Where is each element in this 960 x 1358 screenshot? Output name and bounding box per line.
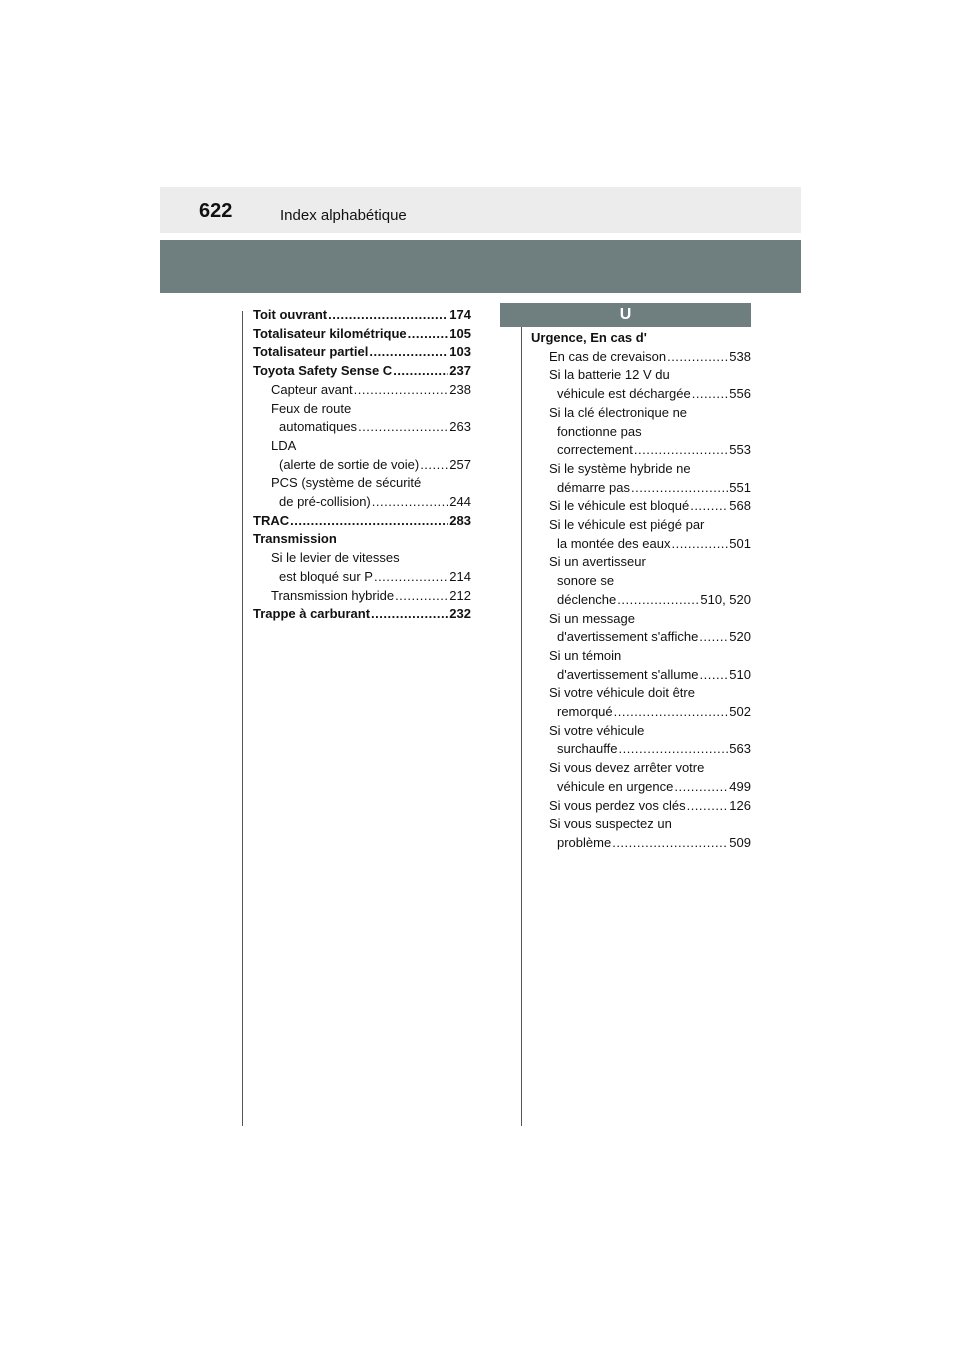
- index-entry: [531, 348, 751, 367]
- dot-leader: [612, 834, 728, 853]
- index-entry-text: Transmission hybride: [271, 587, 395, 603]
- index-entry-page: 538: [729, 348, 751, 364]
- index-entry-page: 509: [729, 834, 751, 850]
- index-entry: [531, 591, 751, 610]
- index-entry: [531, 441, 751, 460]
- index-entry: [531, 722, 751, 741]
- index-entry-page: 499: [729, 778, 751, 794]
- dot-leader: [667, 348, 728, 367]
- index-entry-text: Si un message: [549, 610, 635, 626]
- index-entry-text: Urgence, En cas d': [531, 330, 647, 345]
- index-entry-page: 283: [449, 512, 471, 528]
- dot-leader: [408, 325, 449, 344]
- index-entry-text: TRAC: [253, 512, 290, 528]
- index-entry-page: 501: [729, 535, 751, 551]
- dot-leader: [671, 535, 728, 554]
- index-entry-text: automatiques: [279, 419, 358, 435]
- index-entry-text: d'avertissement s'allume: [557, 666, 699, 682]
- index-entry: [531, 516, 751, 535]
- section-letter-header: U: [500, 303, 751, 327]
- index-entry-page: 563: [729, 741, 751, 757]
- index-entry-text: fonctionne pas: [557, 423, 642, 439]
- index-entry: [253, 381, 471, 400]
- index-entry-text: Si le système hybride ne: [549, 460, 691, 476]
- index-entry-text: véhicule en urgence: [557, 778, 674, 794]
- index-entry: [253, 549, 471, 568]
- dot-leader: [372, 493, 449, 512]
- index-entry: [531, 666, 751, 685]
- index-column-right: [531, 329, 751, 853]
- index-entry-text: Si un témoin: [549, 647, 622, 663]
- page-title: Index alphabétique: [280, 207, 407, 224]
- index-entry: [253, 400, 471, 419]
- dot-leader: [674, 778, 728, 797]
- page-number: 622: [199, 200, 233, 222]
- index-entry: [531, 423, 751, 442]
- index-entry: [253, 512, 471, 531]
- index-entry-text: Si votre véhicule doit être: [549, 685, 695, 701]
- index-entry: [531, 497, 751, 516]
- index-entry: [531, 815, 751, 834]
- dot-leader: [393, 362, 448, 381]
- index-entry: [253, 474, 471, 493]
- index-entry: [253, 306, 471, 325]
- index-entry-page: 232: [449, 606, 471, 622]
- index-entry-text: surchauffe: [557, 741, 618, 757]
- index-entry: [253, 343, 471, 362]
- index-entry-text: Si vous suspectez un: [549, 816, 672, 832]
- index-entry-page: 553: [729, 442, 751, 458]
- index-entry-page: 551: [729, 479, 751, 495]
- index-entry: [531, 366, 751, 385]
- index-entry-text: sonore se: [557, 573, 615, 589]
- index-entry-text: En cas de crevaison: [549, 348, 667, 364]
- dot-leader: [374, 568, 448, 587]
- dot-leader: [687, 797, 729, 816]
- index-entry-page: 238: [449, 381, 471, 397]
- index-column-left: [253, 306, 471, 624]
- index-entry: [253, 605, 471, 624]
- index-entry-text: Si vous devez arrêter votre: [549, 760, 705, 776]
- column-divider-left: [242, 311, 243, 1126]
- index-entry-text: Si le levier de vitesses: [271, 550, 400, 566]
- dot-leader: [634, 441, 728, 460]
- index-entry-text: Si un avertisseur: [549, 554, 646, 570]
- index-entry: [531, 572, 751, 591]
- index-entry: [531, 759, 751, 778]
- index-entry-page: 556: [729, 386, 751, 402]
- index-entry: [253, 456, 471, 475]
- index-entry: [531, 535, 751, 554]
- dot-leader: [700, 666, 729, 685]
- index-entry: [531, 385, 751, 404]
- index-entry-text: véhicule est déchargée: [557, 386, 691, 402]
- dot-leader: [618, 740, 728, 759]
- index-entry: [531, 797, 751, 816]
- index-entry-page: 510: [729, 666, 751, 682]
- index-entry: [531, 834, 751, 853]
- dot-leader: [614, 703, 729, 722]
- dot-leader: [371, 605, 448, 624]
- index-entry-text: Toyota Safety Sense C: [253, 363, 393, 379]
- dot-leader: [290, 512, 448, 531]
- index-entry-page: 568: [729, 498, 751, 514]
- index-entry-text: Si vous perdez vos clés: [549, 797, 686, 813]
- index-entry: [253, 587, 471, 606]
- index-entry: [531, 628, 751, 647]
- index-entry-text: Si la clé électronique ne: [549, 404, 688, 420]
- index-entry-page: 126: [729, 797, 751, 813]
- index-entry-text: est bloqué sur P: [279, 568, 373, 584]
- index-entry-text: Capteur avant: [271, 381, 353, 397]
- index-entry-page: 502: [729, 704, 751, 720]
- index-entry-page: 214: [449, 568, 471, 584]
- index-entry-page: 103: [449, 344, 471, 360]
- index-entry: [253, 568, 471, 587]
- index-entry: [253, 493, 471, 512]
- index-entry: [253, 530, 471, 549]
- dot-leader: [395, 587, 448, 606]
- index-entry-text: Totalisateur partiel: [253, 344, 369, 360]
- index-entry-text: Toit ouvrant: [253, 307, 328, 322]
- index-entry-text: de pré-collision): [279, 494, 371, 510]
- index-entry-page: 237: [449, 363, 471, 379]
- index-entry: [253, 362, 471, 381]
- index-entry: [531, 610, 751, 629]
- index-entry-text: correctement: [557, 442, 633, 458]
- index-entry-text: Si le véhicule est piégé par: [549, 517, 705, 533]
- index-entry-text: Totalisateur kilométrique: [253, 325, 407, 341]
- dot-leader: [358, 418, 448, 437]
- index-entry-text: (alerte de sortie de voie): [279, 456, 420, 472]
- dot-leader: [420, 456, 448, 475]
- index-entry-text: PCS (système de sécurité: [271, 475, 422, 491]
- dot-leader: [617, 591, 699, 610]
- index-entry-page: 244: [449, 494, 471, 510]
- index-entry-text: Transmission: [253, 531, 337, 547]
- index-entry-text: la montée des eaux: [557, 535, 671, 551]
- index-entry-page: 105: [449, 325, 471, 341]
- index-entry-page: 174: [449, 307, 471, 322]
- index-entry-page: 510, 520: [700, 591, 751, 607]
- dot-leader: [631, 479, 728, 498]
- index-entry: [531, 553, 751, 572]
- index-entry-text: d'avertissement s'affiche: [557, 629, 699, 645]
- index-entry-text: problème: [557, 834, 612, 850]
- index-entry-text: déclenche: [557, 591, 617, 607]
- index-entry: [531, 460, 751, 479]
- index-entry: [531, 778, 751, 797]
- index-entry: [253, 418, 471, 437]
- index-entry-text: LDA: [271, 437, 297, 453]
- index-entry-page: 263: [449, 419, 471, 435]
- dot-leader: [699, 628, 728, 647]
- index-entry-page: 257: [449, 456, 471, 472]
- index-entry: [531, 703, 751, 722]
- dot-leader: [690, 497, 728, 516]
- index-entry-text: démarre pas: [557, 479, 630, 495]
- index-entry-text: Si le véhicule est bloqué: [549, 498, 690, 514]
- header-gray-bar: [160, 240, 801, 293]
- index-entry-text: remorqué: [557, 704, 613, 720]
- index-entry: [531, 404, 751, 423]
- index-entry-text: Feux de route: [271, 400, 352, 416]
- column-divider-middle: [521, 311, 522, 1126]
- index-entry: [531, 740, 751, 759]
- dot-leader: [354, 381, 449, 400]
- header-band: [160, 187, 801, 233]
- index-entry: [531, 647, 751, 666]
- index-entry-text: Si la batterie 12 V du: [549, 367, 670, 383]
- index-entry: [531, 479, 751, 498]
- index-entry: [253, 325, 471, 344]
- index-entry: [531, 329, 751, 348]
- index-entry-page: 212: [449, 587, 471, 603]
- dot-leader: [369, 343, 448, 362]
- index-entry-text: Trappe à carburant: [253, 606, 371, 622]
- index-entry: [531, 684, 751, 703]
- index-entry-text: Si votre véhicule: [549, 722, 645, 738]
- dot-leader: [328, 306, 448, 325]
- index-entry-page: 520: [729, 629, 751, 645]
- dot-leader: [692, 385, 729, 404]
- index-entry: [253, 437, 471, 456]
